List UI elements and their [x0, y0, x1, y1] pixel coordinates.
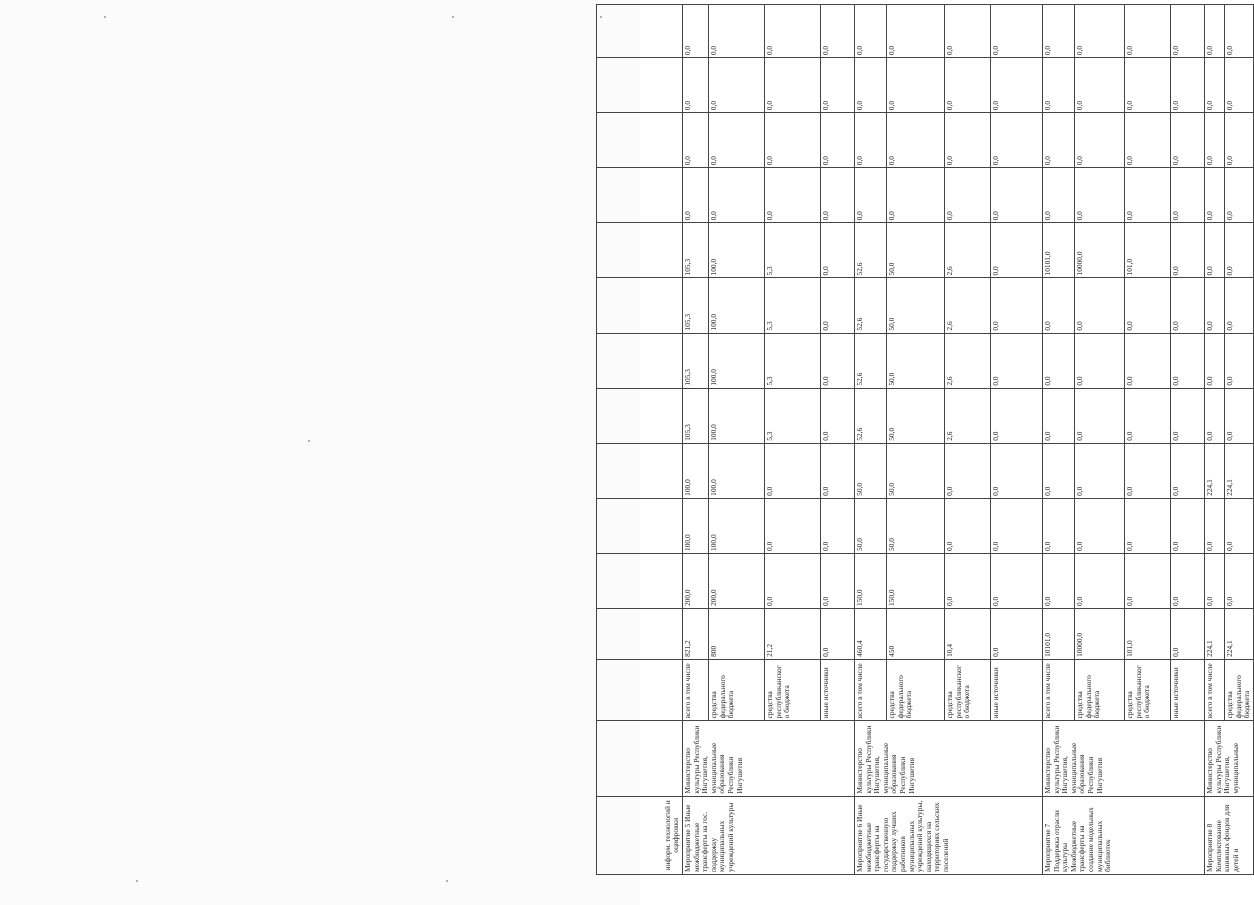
value-cell: 0,0	[855, 58, 887, 113]
value-cell: 0,0	[821, 498, 855, 553]
funding-source-cell: средства республиканского бюджета	[765, 659, 821, 720]
value-cell: 0,0	[1043, 333, 1075, 388]
executor-cell: Министерство культуры Республики Ингушетия, муниципальные образования Республики Ингушетия	[855, 721, 1043, 796]
value-cell: 0,0	[1171, 168, 1205, 223]
funding-source-cell: средства республиканского бюджета	[945, 659, 991, 720]
value-cell: 0,0	[1205, 553, 1225, 608]
value-cell: 0,0	[709, 113, 765, 168]
value-cell: 0,0	[821, 443, 855, 498]
value-cell: 0,0	[1225, 5, 1254, 58]
value-cell: 0,0	[1205, 498, 1225, 553]
value-cell: 0,0	[1043, 278, 1075, 333]
value-cell: 5,3	[765, 333, 821, 388]
header-empty-cell	[597, 278, 683, 333]
value-cell: 0,0	[821, 278, 855, 333]
executor-cell: Министерство культуры Республики Ингушетия, муниципальные образования Республики Ингушетия	[683, 721, 855, 796]
funding-source-cell: средства федерального бюджета	[1225, 659, 1254, 720]
value-cell: 0,0	[1075, 58, 1125, 113]
value-cell: 0,0	[1205, 58, 1225, 113]
value-cell: 0,0	[683, 113, 709, 168]
value-cell: 0,0	[1075, 443, 1125, 498]
header-label-cell: информ. технологий и оцифровки	[597, 796, 683, 874]
value-cell: 0,0	[1171, 609, 1205, 660]
value-cell: 821,2	[683, 609, 709, 660]
value-cell: 105,3	[683, 333, 709, 388]
header-empty-cell	[597, 223, 683, 278]
value-cell: 52,6	[855, 223, 887, 278]
value-cell: 0,0	[821, 388, 855, 443]
value-cell: 150,0	[855, 553, 887, 608]
value-cell: 0,0	[1125, 5, 1171, 58]
measure-name-cell: Мероприятие 8 Комплектование книжных фондов для детей и	[1205, 796, 1254, 874]
value-cell: 0,0	[945, 553, 991, 608]
value-cell: 0,0	[1171, 113, 1205, 168]
value-cell: 0,0	[1225, 223, 1254, 278]
value-cell: 0,0	[991, 168, 1043, 223]
funding-source-cell: всего в том числе	[683, 659, 709, 720]
value-cell: 0,0	[1171, 223, 1205, 278]
value-cell: 5,3	[765, 223, 821, 278]
header-empty-cell	[597, 58, 683, 113]
header-empty-cell	[597, 388, 683, 443]
value-cell: 0,0	[1225, 498, 1254, 553]
value-cell: 50,0	[887, 388, 945, 443]
value-cell: 0,0	[821, 553, 855, 608]
value-cell: 0,0	[1205, 168, 1225, 223]
header-empty-cell	[597, 113, 683, 168]
scan-speck	[308, 440, 310, 442]
value-cell: 0,0	[991, 58, 1043, 113]
value-cell: 101,0	[1125, 223, 1171, 278]
value-cell: 0,0	[945, 113, 991, 168]
value-cell: 0,0	[991, 223, 1043, 278]
value-cell: 0,0	[991, 333, 1043, 388]
value-cell: 450	[887, 609, 945, 660]
value-cell: 50,0	[887, 278, 945, 333]
rotated-table-container	[596, 4, 1252, 875]
funding-source-cell: всего в том числе	[855, 659, 887, 720]
value-cell: 105,3	[683, 388, 709, 443]
table-header-row	[597, 5, 683, 875]
header-empty-cell	[597, 609, 683, 660]
funding-source-cell: всего в том числе	[1043, 659, 1075, 720]
value-cell: 0,0	[821, 168, 855, 223]
value-cell: 0,0	[1171, 553, 1205, 608]
value-cell: 100,0	[683, 443, 709, 498]
value-cell: 0,0	[1125, 388, 1171, 443]
header-empty-cell	[597, 168, 683, 223]
value-cell: 2,6	[945, 388, 991, 443]
value-cell: 0,0	[945, 443, 991, 498]
value-cell: 0,0	[1075, 388, 1125, 443]
value-cell: 0,0	[1075, 113, 1125, 168]
scan-speck	[600, 16, 602, 18]
value-cell: 2,6	[945, 278, 991, 333]
value-cell: 50,0	[887, 223, 945, 278]
value-cell: 0,0	[765, 168, 821, 223]
budget-table	[596, 4, 1254, 875]
value-cell: 10,4	[945, 609, 991, 660]
value-cell: 0,0	[1225, 168, 1254, 223]
scan-speck	[104, 16, 106, 18]
value-cell: 0,0	[1075, 278, 1125, 333]
scan-speck	[446, 880, 448, 882]
table-row	[1205, 5, 1225, 875]
value-cell: 0,0	[1043, 58, 1075, 113]
value-cell: 0,0	[709, 168, 765, 223]
value-cell: 0,0	[709, 5, 765, 58]
executor-cell: Министерство культуры Республики Ингушетия, муниципальные	[1205, 721, 1254, 796]
funding-source-cell: иные источники	[991, 659, 1043, 720]
value-cell: 52,6	[855, 333, 887, 388]
value-cell: 0,0	[821, 113, 855, 168]
value-cell: 0,0	[1125, 168, 1171, 223]
value-cell: 0,0	[1171, 333, 1205, 388]
value-cell: 0,0	[855, 113, 887, 168]
value-cell: 0,0	[1225, 553, 1254, 608]
header-empty-cell	[597, 5, 683, 58]
value-cell: 0,0	[1075, 168, 1125, 223]
value-cell: 0,0	[1125, 333, 1171, 388]
value-cell: 0,0	[991, 388, 1043, 443]
value-cell: 50,0	[855, 498, 887, 553]
value-cell: 10000,0	[1075, 223, 1125, 278]
value-cell: 224,1	[1205, 443, 1225, 498]
value-cell: 200,0	[709, 553, 765, 608]
value-cell: 0,0	[1205, 113, 1225, 168]
measure-name-cell: Мероприятие 6 Иные межбюджетные трансферты на государственную поддержку лучших работников муниципальных учреждений культуры, находящихся на территориях сельских поселений	[855, 796, 1043, 874]
value-cell: 0,0	[945, 58, 991, 113]
value-cell: 224,1	[1225, 609, 1254, 660]
value-cell: 0,0	[765, 113, 821, 168]
value-cell: 0,0	[683, 5, 709, 58]
value-cell: 0,0	[1205, 5, 1225, 58]
value-cell: 0,0	[1125, 278, 1171, 333]
value-cell: 50,0	[887, 333, 945, 388]
header-empty-cell	[597, 443, 683, 498]
value-cell: 0,0	[683, 168, 709, 223]
value-cell: 0,0	[821, 58, 855, 113]
value-cell: 0,0	[991, 609, 1043, 660]
funding-source-cell: иные источники	[821, 659, 855, 720]
value-cell: 0,0	[1171, 5, 1205, 58]
value-cell: 0,0	[991, 5, 1043, 58]
value-cell: 100,0	[709, 333, 765, 388]
value-cell: 0,0	[1171, 498, 1205, 553]
value-cell: 100,0	[709, 223, 765, 278]
table-row	[855, 5, 887, 875]
value-cell: 5,3	[765, 278, 821, 333]
value-cell: 0,0	[1075, 498, 1125, 553]
value-cell: 100,0	[683, 498, 709, 553]
value-cell: 800	[709, 609, 765, 660]
value-cell: 0,0	[887, 58, 945, 113]
value-cell: 10101,0	[1043, 609, 1075, 660]
value-cell: 0,0	[1125, 113, 1171, 168]
value-cell: 50,0	[887, 498, 945, 553]
value-cell: 0,0	[1125, 498, 1171, 553]
value-cell: 0,0	[991, 113, 1043, 168]
value-cell: 0,0	[1205, 223, 1225, 278]
value-cell: 10101,0	[1043, 223, 1075, 278]
value-cell: 0,0	[765, 5, 821, 58]
value-cell: 52,6	[855, 278, 887, 333]
value-cell: 52,6	[855, 388, 887, 443]
value-cell: 0,0	[1043, 498, 1075, 553]
header-empty-cell	[597, 659, 683, 720]
value-cell: 0,0	[887, 113, 945, 168]
value-cell: 0,0	[821, 223, 855, 278]
value-cell: 0,0	[765, 443, 821, 498]
value-cell: 5,3	[765, 388, 821, 443]
header-empty-cell	[597, 498, 683, 553]
value-cell: 0,0	[991, 498, 1043, 553]
value-cell: 0,0	[855, 168, 887, 223]
table-body	[597, 5, 1254, 875]
table-row	[1043, 5, 1075, 875]
value-cell: 0,0	[821, 5, 855, 58]
value-cell: 0,0	[1205, 388, 1225, 443]
value-cell: 0,0	[1043, 113, 1075, 168]
value-cell: 200,0	[683, 553, 709, 608]
funding-source-cell: средства республиканского бюджета	[1125, 659, 1171, 720]
value-cell: 0,0	[1043, 5, 1075, 58]
value-cell: 0,0	[991, 278, 1043, 333]
measure-name-cell: Мероприятие 7 Поддержка отрасли культуры Межбюджетные трансферты на создание модельных муниципальных библиотек	[1043, 796, 1205, 874]
value-cell: 0,0	[991, 553, 1043, 608]
value-cell: 101,0	[1125, 609, 1171, 660]
value-cell: 224,1	[1225, 443, 1254, 498]
funding-source-cell: всего в том числе	[1205, 659, 1225, 720]
value-cell: 0,0	[887, 5, 945, 58]
value-cell: 105,3	[683, 223, 709, 278]
funding-source-cell: иные источники	[1171, 659, 1205, 720]
value-cell: 0,0	[1171, 278, 1205, 333]
value-cell: 0,0	[1205, 333, 1225, 388]
scan-speck	[452, 16, 454, 18]
value-cell: 0,0	[1043, 443, 1075, 498]
value-cell: 0,0	[991, 443, 1043, 498]
value-cell: 0,0	[1225, 58, 1254, 113]
value-cell: 105,3	[683, 278, 709, 333]
funding-source-cell: средства федерального бюджета	[1075, 659, 1125, 720]
value-cell: 0,0	[1125, 58, 1171, 113]
table-row	[683, 5, 709, 875]
value-cell: 0,0	[1075, 5, 1125, 58]
value-cell: 0,0	[1075, 553, 1125, 608]
value-cell: 0,0	[1171, 443, 1205, 498]
value-cell: 0,0	[821, 333, 855, 388]
value-cell: 100,0	[709, 498, 765, 553]
funding-source-cell: средства федерального бюджета	[887, 659, 945, 720]
executor-cell: Министерство культуры Республики Ингушетия, муниципальные образования Республики Ингушетия	[1043, 721, 1205, 796]
value-cell: 0,0	[1225, 388, 1254, 443]
value-cell: 460,4	[855, 609, 887, 660]
value-cell: 0,0	[1125, 553, 1171, 608]
value-cell: 0,0	[1043, 168, 1075, 223]
header-empty-cell	[597, 721, 683, 796]
value-cell: 0,0	[1205, 278, 1225, 333]
value-cell: 0,0	[821, 609, 855, 660]
value-cell: 100,0	[709, 278, 765, 333]
header-empty-cell	[597, 333, 683, 388]
value-cell: 0,0	[1125, 443, 1171, 498]
value-cell: 0,0	[1225, 278, 1254, 333]
value-cell: 0,0	[945, 168, 991, 223]
value-cell: 0,0	[1075, 333, 1125, 388]
value-cell: 50,0	[887, 443, 945, 498]
value-cell: 2,6	[945, 333, 991, 388]
value-cell: 100,0	[709, 388, 765, 443]
value-cell: 0,0	[1225, 113, 1254, 168]
value-cell: 0,0	[1043, 553, 1075, 608]
value-cell: 21,2	[765, 609, 821, 660]
value-cell: 10000,0	[1075, 609, 1125, 660]
funding-source-cell: средства федерального бюджета	[709, 659, 765, 720]
scan-speck	[136, 880, 138, 882]
value-cell: 0,0	[1225, 333, 1254, 388]
value-cell: 224,1	[1205, 609, 1225, 660]
value-cell: 0,0	[709, 58, 765, 113]
value-cell: 0,0	[855, 5, 887, 58]
value-cell: 0,0	[945, 498, 991, 553]
value-cell: 150,0	[887, 553, 945, 608]
value-cell: 2,6	[945, 223, 991, 278]
value-cell: 0,0	[765, 553, 821, 608]
header-empty-cell	[597, 553, 683, 608]
value-cell: 0,0	[1171, 388, 1205, 443]
value-cell: 0,0	[765, 58, 821, 113]
measure-name-cell: Мероприятие 5 Иные межбюджетные трансферты на гос. поддержку муниципальных учреждений культуры	[683, 796, 855, 874]
value-cell: 0,0	[765, 498, 821, 553]
value-cell: 0,0	[1171, 58, 1205, 113]
value-cell: 100,0	[709, 443, 765, 498]
value-cell: 0,0	[1043, 388, 1075, 443]
value-cell: 0,0	[945, 5, 991, 58]
value-cell: 0,0	[683, 58, 709, 113]
value-cell: 0,0	[887, 168, 945, 223]
value-cell: 50,0	[855, 443, 887, 498]
